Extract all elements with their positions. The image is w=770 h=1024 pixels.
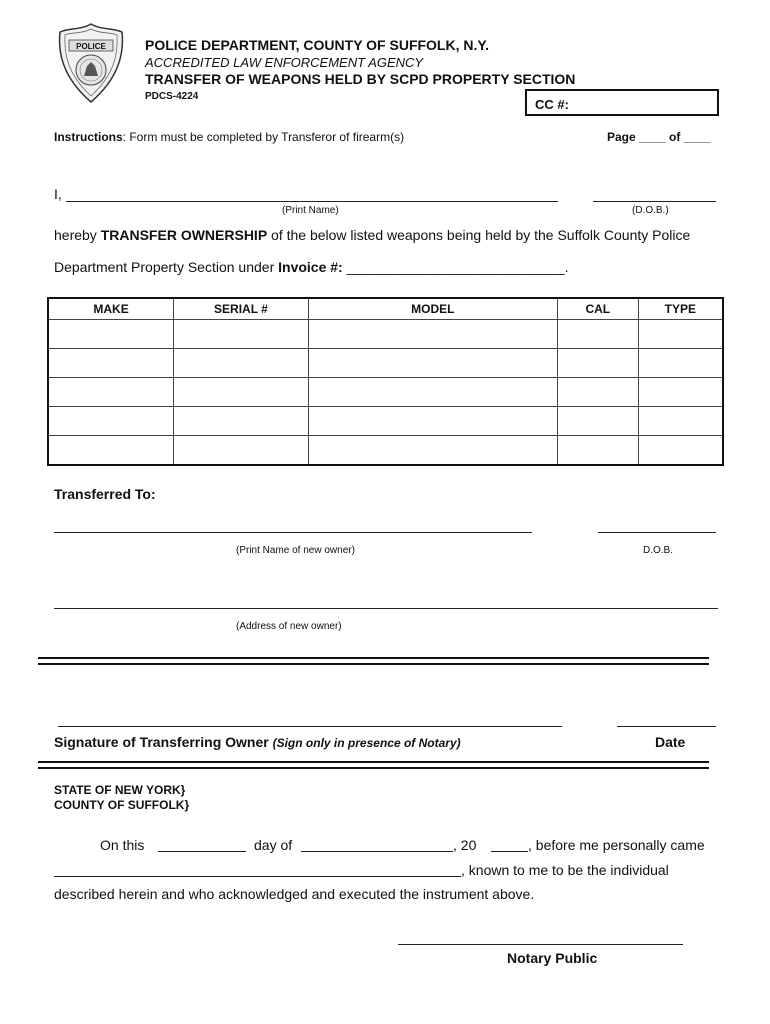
notary-public-label: Notary Public [507,950,598,966]
table-cell[interactable] [308,407,557,436]
table-cell[interactable] [48,407,174,436]
instructions-text: : Form must be completed by Transferor of firearm(s) [122,130,405,144]
col-model: MODEL [308,298,557,320]
transferor-prefix: I, [54,186,62,202]
table-cell[interactable] [174,320,309,349]
col-cal: CAL [557,298,638,320]
statement-start: hereby [54,227,101,243]
table-cell[interactable] [48,436,174,466]
table-cell[interactable] [308,436,557,466]
new-owner-name-caption: (Print Name of new owner) [236,545,355,556]
table-cell[interactable] [308,349,557,378]
form-title: TRANSFER OF WEAPONS HELD BY SCPD PROPERTY SECTION [145,71,576,87]
table-cell[interactable] [557,349,638,378]
signature-note: (Sign only in presence of Notary) [272,736,461,750]
table-cell[interactable] [174,407,309,436]
transferred-to-heading: Transferred To: [54,486,156,502]
table-row [48,436,723,466]
table-cell[interactable] [48,320,174,349]
table-cell[interactable] [638,436,723,466]
table-row [48,349,723,378]
dob-caption: (D.O.B.) [632,205,669,216]
notary-day-of: day of [254,837,293,853]
table-cell[interactable] [308,320,557,349]
notary-known: , known to me to be the individual [461,862,669,878]
new-owner-address-caption: (Address of new owner) [236,621,342,632]
notary-month-line[interactable] [301,851,453,852]
signature-line[interactable] [58,726,562,727]
notary-county: COUNTY OF SUFFOLK} [54,798,190,812]
section-divider [38,761,709,769]
col-type: TYPE [638,298,723,320]
table-cell[interactable] [48,349,174,378]
notary-described: described herein and who acknowledged and executed the instrument above. [54,886,535,902]
transferor-name-line[interactable] [66,201,558,202]
table-row [48,407,723,436]
notary-state: STATE OF NEW YORK} [54,783,186,797]
transferor-dob-line[interactable] [593,201,716,202]
instructions [54,130,404,144]
signature-label-group [54,734,461,750]
agency-title: POLICE DEPARTMENT, COUNTY OF SUFFOLK, N.Y. [145,37,490,53]
cc-label: CC #: [535,97,569,112]
table-cell[interactable] [557,407,638,436]
cc-number-box[interactable] [525,89,719,116]
notary-before-me: , before me personally came [528,837,705,853]
notary-year-line[interactable] [491,851,528,852]
notary-year-prefix: , 20 [453,837,477,853]
notary-on-this: On this [100,837,145,853]
statement-bold: TRANSFER OWNERSHIP [100,227,268,243]
date-label: Date [655,734,686,750]
new-owner-dob-line[interactable] [598,532,716,533]
badge-label: POLICE [76,42,106,51]
police-badge-icon [56,22,126,104]
notary-day-line[interactable] [158,851,246,852]
col-serial: SERIAL # [174,298,309,320]
invoice-label: Invoice #: [278,259,343,275]
form-number: PDCS-4224 [145,91,199,102]
notary-person-line[interactable] [54,876,461,877]
table-row [48,378,723,407]
table-header-row [48,298,723,320]
table-row [48,320,723,349]
table-cell[interactable] [557,320,638,349]
table-cell[interactable] [308,378,557,407]
notary-signature-line[interactable] [398,944,683,945]
invoice-start: Department Property Section under [54,259,279,275]
signature-date-line[interactable] [617,726,716,727]
new-owner-address-line[interactable] [54,608,718,609]
table-cell[interactable] [174,378,309,407]
table-cell[interactable] [557,378,638,407]
section-divider [38,657,709,665]
page-count: Page ____ of ____ [607,130,711,144]
table-cell[interactable] [48,378,174,407]
signature-label: Signature of Transferring Owner [54,734,269,750]
transfer-statement [54,227,716,243]
table-cell[interactable] [638,320,723,349]
invoice-blank: ____________________________. [342,259,569,275]
table-cell[interactable] [638,378,723,407]
invoice-statement [54,259,569,275]
new-owner-name-line[interactable] [54,532,532,533]
table-cell[interactable] [638,349,723,378]
table-cell[interactable] [638,407,723,436]
accreditation-subtitle: ACCREDITED LAW ENFORCEMENT AGENCY [145,55,424,70]
new-owner-dob-caption: D.O.B. [643,545,674,556]
table-cell[interactable] [557,436,638,466]
print-name-caption: (Print Name) [282,205,339,216]
table-cell[interactable] [174,349,309,378]
statement-end: of the below listed weapons being held by the Suffolk County Police [267,227,691,243]
weapons-table [47,297,724,466]
col-make: MAKE [48,298,174,320]
table-cell[interactable] [174,436,309,466]
instructions-label: Instructions [54,130,123,144]
